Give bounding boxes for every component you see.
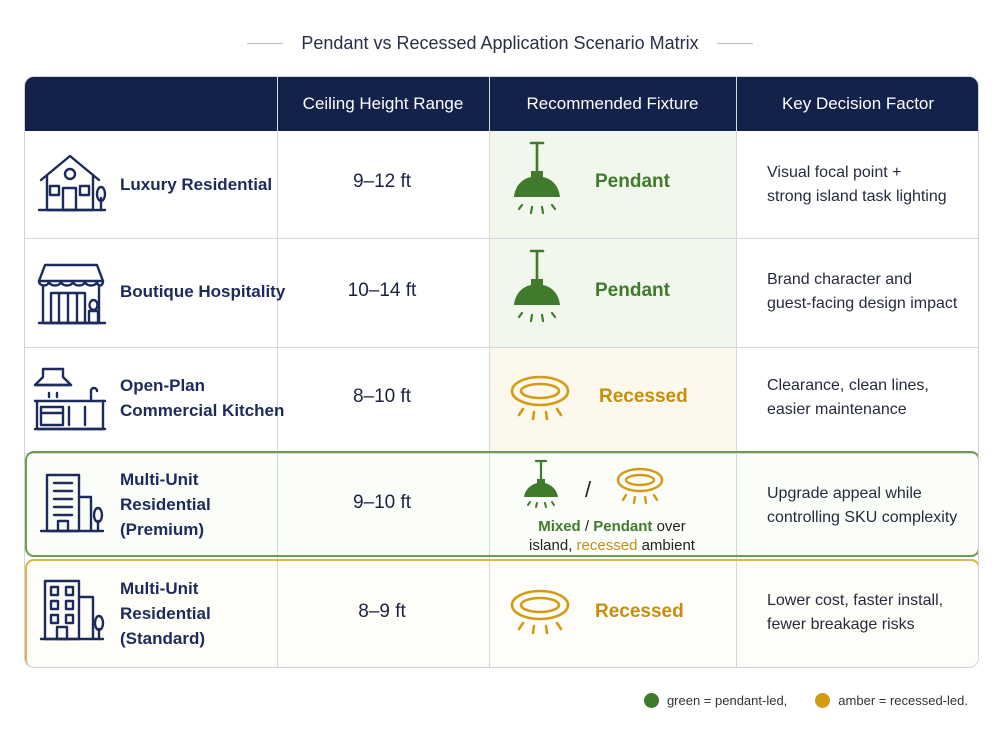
title-rule-left <box>247 43 283 44</box>
row-divider <box>25 347 979 348</box>
application-label-line: Multi-Unit <box>120 470 199 489</box>
recessed-light-icon <box>509 585 571 647</box>
amber-legend-dot <box>815 693 830 708</box>
kitchen-icon <box>33 365 107 433</box>
application-label: Boutique Hospitality <box>120 282 286 301</box>
decision-factor-line: Lower cost, faster install, <box>767 592 944 609</box>
decision-factor-line: Clearance, clean lines, <box>767 377 929 394</box>
application-label: Luxury Residential <box>120 175 273 194</box>
ceiling-height-value: 9–12 ft <box>352 171 412 192</box>
application-label-line: (Premium) <box>120 520 205 539</box>
application-label-line: Residential <box>120 495 211 514</box>
header-application <box>25 77 277 131</box>
mixed-fixture-note <box>497 517 727 555</box>
decision-factor <box>767 268 977 316</box>
mixed-note-line <box>497 536 727 555</box>
decision-factor-line: guest-facing design impact <box>767 295 958 312</box>
storefront-icon <box>37 261 107 327</box>
application-label-line: Multi-Unit <box>120 579 199 598</box>
mixed-slash-text: / <box>580 518 594 535</box>
island-text: island, <box>529 537 577 554</box>
fixture-label: Pendant <box>595 280 670 301</box>
application-label-line: Residential <box>120 604 211 623</box>
title-rule-right <box>717 43 753 44</box>
decision-factor-line: easier maintenance <box>767 401 907 418</box>
pendant-label: Pendant <box>593 518 653 535</box>
decision-factor-line: Visual focal point + <box>767 164 902 181</box>
decision-factor <box>767 482 977 530</box>
title-bar <box>0 30 1000 56</box>
header-ceiling-height: Ceiling Height Range <box>302 94 464 113</box>
ceiling-height-value: 9–10 ft <box>352 492 412 513</box>
fixture-label: Recessed <box>599 386 688 407</box>
tall-building-icon <box>39 471 105 535</box>
application-label-line: Open-Plan <box>120 376 206 395</box>
application-label-line: (Standard) <box>120 629 205 648</box>
fixture-label: Recessed <box>595 601 684 622</box>
application-label <box>120 576 211 651</box>
decision-factor-line: controlling SKU complexity <box>767 509 958 526</box>
decision-factor <box>767 374 977 422</box>
decision-factor-line: Brand character and <box>767 271 912 288</box>
application-label <box>120 467 211 542</box>
page-title: Pendant vs Recessed Application Scenario Matrix <box>301 32 699 53</box>
decision-factor-line: Upgrade appeal while <box>767 485 922 502</box>
pendant-lamp-icon <box>521 459 561 511</box>
recessed-light-icon <box>509 371 571 433</box>
legend-green-label: green = pendant-led, <box>666 693 788 708</box>
application-label <box>120 373 284 423</box>
pendant-lamp-icon <box>511 249 563 327</box>
header-recommended-fixture: Recommended Fixture <box>526 94 699 113</box>
apartment-building-icon <box>39 577 105 643</box>
ambient-text: ambient <box>637 537 695 554</box>
decision-factor-line: fewer breakage risks <box>767 616 915 633</box>
application-label-line: Commercial Kitchen <box>120 401 285 420</box>
green-legend-dot <box>644 693 659 708</box>
mixed-separator: / <box>585 477 592 502</box>
table-header <box>25 77 979 131</box>
legend <box>644 693 968 708</box>
fixture-label: Pendant <box>595 171 670 192</box>
mixed-note-line <box>497 517 727 536</box>
scenario-matrix-table <box>24 76 979 668</box>
decision-factor <box>767 161 977 209</box>
pendant-lamp-icon <box>511 141 563 219</box>
ceiling-height-value: 8–10 ft <box>352 386 412 407</box>
header-key-decision-factor: Key Decision Factor <box>781 94 935 113</box>
ceiling-height-value: 10–14 ft <box>347 280 417 301</box>
legend-amber-label: amber = recessed-led. <box>838 693 968 708</box>
row-divider <box>25 238 979 239</box>
recessed-label: recessed <box>576 537 638 554</box>
over-text: over <box>652 518 686 535</box>
decision-factor-line: strong island task lighting <box>767 188 947 205</box>
decision-factor <box>767 589 977 637</box>
mixed-label: Mixed <box>538 518 581 535</box>
ceiling-height-value: 8–9 ft <box>358 601 406 622</box>
recessed-light-icon <box>615 465 665 511</box>
house-icon <box>37 150 107 214</box>
